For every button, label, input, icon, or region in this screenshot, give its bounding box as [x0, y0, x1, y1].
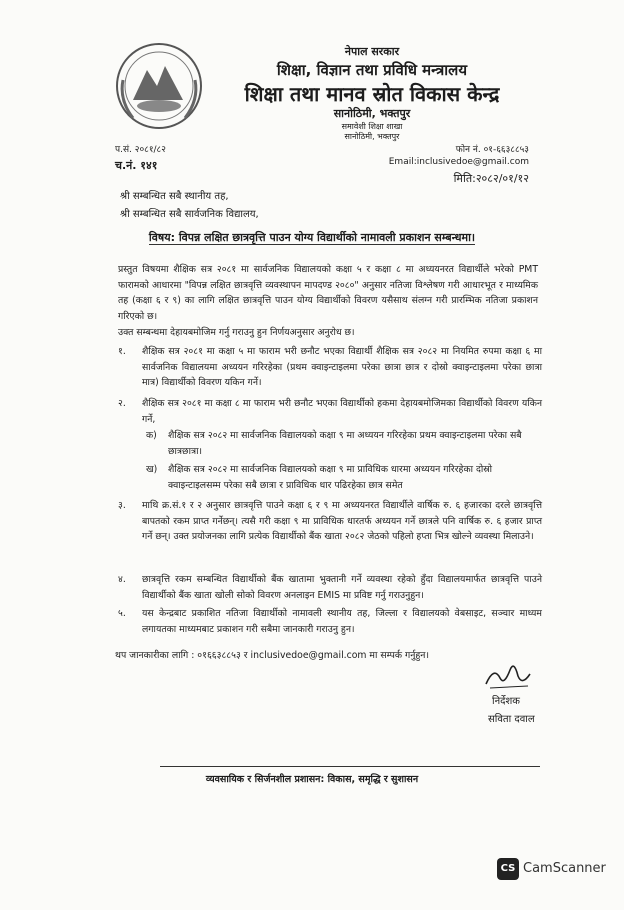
signatory-name: सविता दवाल [488, 714, 535, 725]
camscanner-watermark: CamScanner [523, 861, 606, 876]
location: सानोठिमी, भक्तपुर [333, 107, 411, 120]
signature-icon [480, 656, 536, 692]
address-block [60, 122, 624, 142]
sub-item-text: शैक्षिक सत्र २०८२ मा सार्वजनिक विद्यालयको कक्षा ९ मा अध्ययन गरिरहेका प्रथम क्वाइन्टाइलमा परेका सबै छात्रछात्रा। [168, 430, 522, 457]
intro-paragraph: प्रस्तुत विषयमा शैक्षिक सत्र २०८१ मा सार्वजनिक विद्यालयको कक्षा ५ र कक्षा ८ मा अध्ययनरत विद्यार्थीले भरेको PMT फारामको आधारमा "विपन्न लक्षित छात्रवृत्ति व्यवस्थापन मापदण्ड २०८०" अनुसार नतिजा विश्लेषण गरी आधारभूत र माध्यमिक तह (कक्षा ६ र ९) का लागि लक्षित छात्रवृत्ति पाउन योग्य विद्यार्थीको विवरण यसैसाथ संलग्न गरी प्रारम्भिक नतिजा प्रकाशन गरिएको छ। [118, 264, 538, 322]
letter-date: मिति:२०८२/०१/१२ [453, 172, 529, 185]
list-item-number: ३. [118, 500, 126, 511]
list-item-text: छात्रवृत्ति रकम सम्बन्धित विद्यार्थीको बैंक खातामा भुक्तानी गर्ने व्यवस्था रहेको हुँदा विद्यालयमार्फत छात्रवृत्ति पाउने विद्यार्थीको बैंक खाता खोली सोको विवरण अनलाइन EMIS मा प्रविष्ट गर्नु गराउनुहुन। [142, 574, 542, 601]
sub-item-text: शैक्षिक सत्र २०८२ मा सार्वजनिक विद्यालयको कक्षा ९ मा प्राविधिक धारमा अध्ययन गरिरहेका दोस्रो क्वाइन्टाइलसम्म परेका सबै छात्रा र प्राविधिक धार पढिरहेका छात्र समेत [168, 464, 493, 491]
list-item-text: यस केन्द्रबाट प्रकाशित नतिजा विद्यार्थीको नामावली स्थानीय तह, जिल्ला र विद्यालयको वेबसाइट, सञ्चार माध्यम लगायतका माध्यमबाट प्रकाशन गरी सबैमा जानकारी गराउनु हुन। [142, 608, 542, 635]
list-item-text: शैक्षिक सत्र २०८१ मा कक्षा ५ मा फाराम भरी छनौट भएका विद्यार्थी शैक्षिक सत्र २०८२ मा नियमित रुपमा कक्षा ६ मा सार्वजनिक विद्यालयमा अध्ययन गरिरहेका (प्रथम क्वाइन्टाइलमा परेका छात्रा छात्र र दोस्रो क्वाइन्टाइलमा परेका छात्रा मात्र) विद्यार्थीको विवरण यकिन गर्ने। [142, 346, 542, 389]
list-item-text: माथि क्र.सं.१ र २ अनुसार छात्रवृत्ति पाउने कक्षा ६ र ९ मा अध्ययनरत विद्यार्थीले वार्षिक रु. ६ हजारका दरले छात्रवृत्ति बापतको रकम प्राप्त गर्नेछन्। त्यसै गरी कक्षा ९ मा प्राविधिक धारतर्फ अध्ययन गर्ने छात्रले पनि वार्षिक रु. ६ हजार प्राप्त गर्ने छन्। उक्त प्रयोजनका लागि प्रत्येक विद्यार्थीको बैंक खाता २०८२ जेठको पहिलो हप्ता भित्र खोल्ने व्यवस्था मिलाउने। [142, 500, 542, 543]
intro-request: उक्त सम्बन्धमा देहायबमोजिम गर्नु गराउनु हुन निर्णयअनुसार अनुरोध छ। [118, 327, 355, 338]
footer-divider [160, 766, 540, 767]
signatory-role: निर्देशक [492, 696, 520, 707]
government-name: नेपाल सरकार [344, 45, 400, 58]
camscanner-logo-icon: CS [497, 858, 519, 880]
address-line: समावेशी शिक्षा शाखा [341, 122, 403, 131]
letter-ref: प.सं. २०८१/८२ [115, 145, 166, 155]
recipient-local-levels: श्री सम्बन्धित सबै स्थानीय तह, [120, 191, 229, 202]
center-name: शिक्षा तथा मानव स्रोत विकास केन्द्र [244, 82, 500, 106]
list-item-number: ५. [118, 608, 126, 619]
sub-item-number: क) [146, 430, 157, 441]
dispatch-number: च.नं. १४१ [115, 159, 158, 172]
ministry-name: शिक्षा, विज्ञान तथा प्रविधि मन्त्रालय [276, 61, 468, 79]
contact-line: थप जानकारीका लागि : ०१६६३८८५३ र inclusivedoe@gmail.com मा सम्पर्क गर्नुहुन। [115, 650, 429, 661]
address-line: सानोठिमी, भक्तपुर [344, 132, 400, 141]
letter-subject [0, 230, 624, 245]
email: Email:inclusivedoe@gmail.com [388, 157, 529, 167]
list-item-number: २. [118, 398, 126, 409]
footer-motto: व्यवसायिक र सिर्जनशील प्रशासन: विकास, समृद्धि र सुशासन [205, 774, 419, 785]
list-item-number: १. [118, 346, 126, 357]
list-item-text: शैक्षिक सत्र २०८१ मा कक्षा ८ मा फाराम भरी छनौट भएका विद्यार्थीको हकमा देहायबमोजिमका विद्यार्थीको विवरण यकिन गर्ने, [142, 398, 542, 425]
sub-item-number: ख) [146, 464, 158, 475]
subject-text: विषय: विपन्न लक्षित छात्रवृत्ति पाउन योग्य विद्यार्थीको नामावली प्रकाशन सम्बन्धमा। [148, 231, 476, 244]
phone-number: फोन नं. ०१-६६३८८५३ [455, 145, 529, 155]
recipient-schools: श्री सम्बन्धित सबै सार्वजनिक विद्यालय, [120, 209, 259, 220]
list-item-number: ४. [118, 574, 126, 585]
